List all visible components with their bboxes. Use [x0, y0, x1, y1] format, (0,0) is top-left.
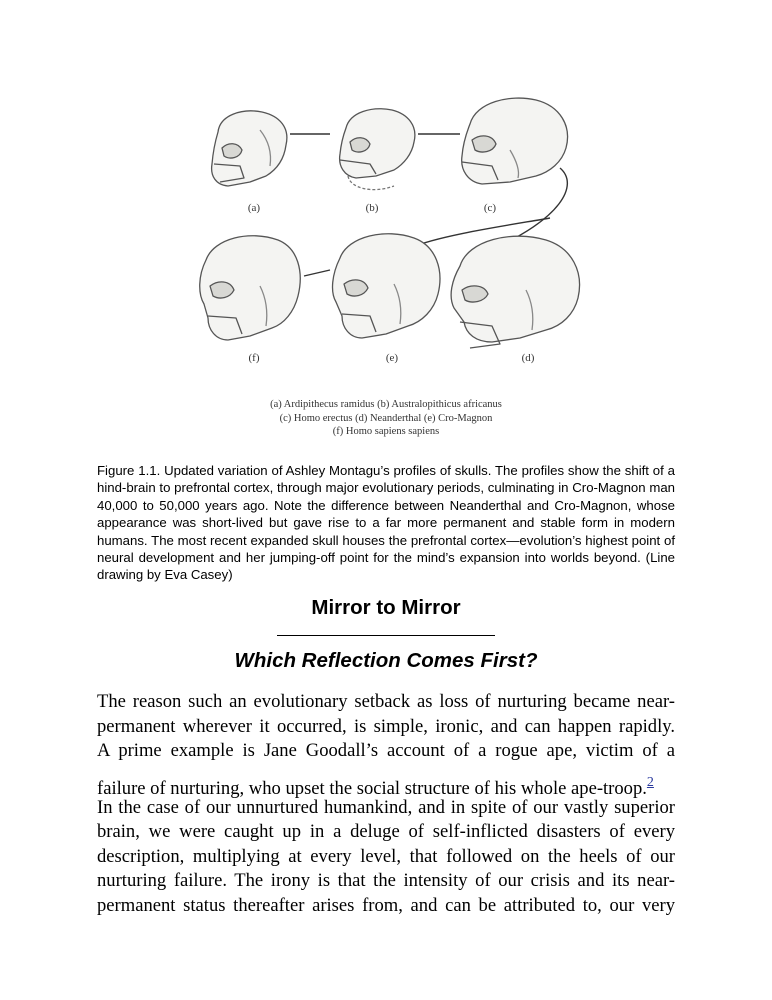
skull-label-c: (c) [483, 202, 497, 214]
body-line-with-footnote [97, 764, 675, 799]
footnote-link[interactable]: 2 [646, 774, 654, 790]
skull-evolution-figure [180, 90, 600, 380]
figure-caption: Figure 1.1. Updated variation of Ashley Montagu’s profiles of skulls. The profiles show the shift of a hind-brain to prefrontal cortex, through major evolutionary periods, culminating in Cro-Magnon man 40,000 to 50,000 years ago. Note the difference between Neanderthal and Cro-Magnon, whose appearance was short-lived but gave rise to a far more permanent and stable form in modern humans. The most recent expanded skull houses the prefrontal cortex—evolution’s highest point of neural development and her jumping-off point for the mind’s expansion into worlds beyond. (Line drawing by Eva Casey) [97, 463, 675, 583]
skull-label-d: (d) [521, 352, 535, 364]
skull-a-drawing [212, 111, 287, 186]
figure-species-legend [0, 398, 772, 439]
skull-d-drawing [451, 236, 579, 348]
skull-label-e: (e) [385, 352, 399, 364]
legend-line: (a) Ardipithecus ramidus (b) Australopithicus africanus [270, 399, 502, 410]
body-line-text: failure of nurturing, who upset the social structure of his whole ape-troop. [97, 777, 647, 799]
body-line: brain, we were caught up in a deluge of self-inflicted disasters of every [97, 821, 675, 842]
body-line: The reason such an evolutionary setback as loss of nurturing became near- [97, 691, 675, 712]
legend-line: (c) Homo erectus (d) Neanderthal (e) Cro-Magnon [279, 412, 493, 424]
skull-label-b: (b) [365, 202, 379, 214]
section-subtitle: Which Reflection Comes First? [234, 649, 538, 672]
body-line: In the case of our unnurtured humankind, and in spite of our vastly superior [97, 796, 675, 818]
skull-f-drawing [200, 236, 300, 340]
body-line: description, multiplying at every level, that followed on the heels of our [97, 845, 675, 867]
skull-label-a: (a) [247, 202, 261, 214]
body-line: nurturing failure. The irony is that the intensity of our crisis and its near- [97, 870, 675, 891]
body-paragraph [97, 690, 675, 918]
skull-c-drawing [462, 98, 568, 184]
skull-drawings [180, 90, 600, 380]
legend-line: (f) Homo sapiens sapiens [332, 426, 440, 437]
skull-b-drawing [340, 109, 415, 190]
body-line: permanent status thereafter arises from, and can be attributed to, our very [97, 894, 675, 916]
section-title: Mirror to Mirror [311, 596, 461, 619]
skull-label-f: (f) [248, 352, 260, 364]
skull-e-drawing [333, 234, 440, 338]
body-line: permanent wherever it occurred, is simple, ironic, and can happen rapidly. [97, 715, 675, 737]
title-divider [277, 635, 495, 636]
body-line: A prime example is Jane Goodall’s account of a rogue ape, victim of a [97, 740, 675, 761]
